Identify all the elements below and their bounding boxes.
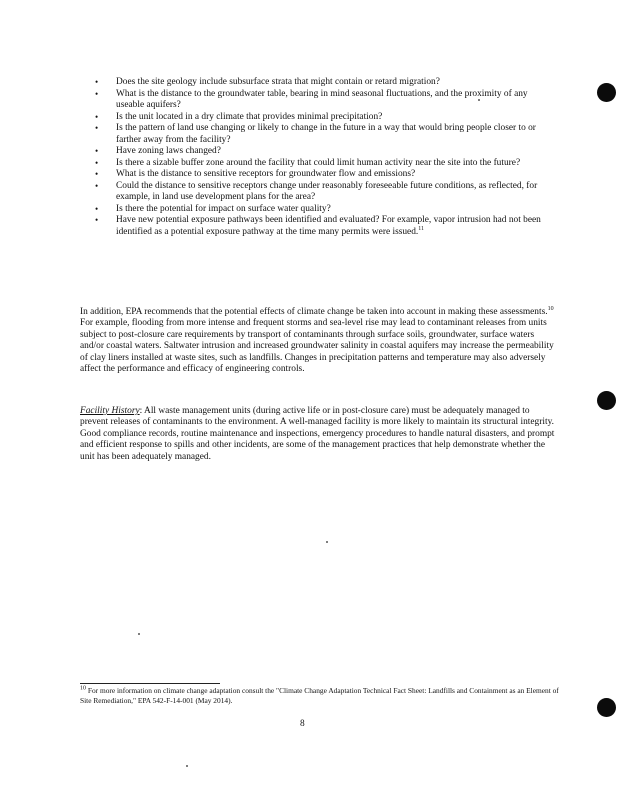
paragraph-text: In addition, EPA recommends that the potential effects of climate change be taken into account in making these assessments. xyxy=(80,307,548,317)
list-item-text: Have zoning laws changed? xyxy=(116,146,221,156)
bullet-marker: • xyxy=(95,77,99,87)
list-item-text: Have new potential exposure pathways been identified and evaluated? For example, vapor intrusion had not been identified as a potential exposure pathway at the time many permits were issued. xyxy=(116,215,541,237)
punch-hole-mark xyxy=(597,391,616,410)
bullet-marker: • xyxy=(95,157,99,168)
list-item xyxy=(95,89,555,112)
paragraph-text: For example, flooding from more intense and frequent storms and sea-level rise may lead to contaminant releases from units subject to post-closure care requirements by transport of contaminants through surface soils, groundwater, surface waters and/or coastal waters. Saltwater intrusion and increased groundwater salinity in coastal aquifers may increase the permeability of clay liners installed at waste sites, such as landfills. Changes in precipitation patterns and temperature may also adversely affect the performance and efficacy of engineering controls. xyxy=(80,318,554,375)
bullet-marker: • xyxy=(95,111,99,122)
scan-speck xyxy=(186,765,188,767)
scan-speck xyxy=(138,633,140,635)
paragraph-text: : All waste management units (during active life or in post-closure care) must be adequately managed to prevent releases of contaminants to the environment. A well-managed facility is more likely to maintain its structural integrity. Good compliance records, routine maintenance and inspections, emergency procedures to handle natural disasters, and prompt and efficient response to spills and other incidents, are some of the management practices that help demonstrate whether the unit has been adequately managed. xyxy=(80,406,555,462)
footnote-number: 10 xyxy=(80,685,86,692)
footnote-reference: 10 xyxy=(547,305,554,312)
facility-history-paragraph xyxy=(80,406,558,463)
list-item xyxy=(95,112,555,124)
list-item-text: Is there a sizable buffer zone around the facility that could limit human activity near the site into the future? xyxy=(116,157,521,168)
list-item xyxy=(95,215,555,238)
footnote xyxy=(80,686,560,707)
list-item xyxy=(95,77,555,89)
list-item xyxy=(95,181,555,204)
bullet-marker: • xyxy=(95,203,99,214)
scan-speck xyxy=(478,99,480,101)
facility-history-heading: Facility History xyxy=(80,406,140,416)
list-item-text: Is the unit located in a dry climate that provides minimal precipitation? xyxy=(116,111,383,122)
list-item xyxy=(95,158,555,170)
bullet-marker: • xyxy=(95,215,99,225)
list-item-text: Is there the potential for impact on surface water quality? xyxy=(116,203,331,214)
assessment-question-list xyxy=(95,77,555,238)
bullet-marker: • xyxy=(95,88,99,99)
footnote-divider xyxy=(80,683,220,684)
bullet-marker: • xyxy=(95,169,99,179)
list-item xyxy=(95,204,555,216)
footnote-text: For more information on climate change adaptation consult the "Climate Change Adaptation Technical Fact Sheet: Landfills and Containment as an Element of Site Remediation," EPA 542-F-14-001 (May 2014). xyxy=(80,686,559,706)
bullet-marker: • xyxy=(95,146,99,156)
list-item-text: Does the site geology include subsurface strata that might contain or retard migration? xyxy=(116,77,440,87)
list-item xyxy=(95,146,555,158)
bullet-marker: • xyxy=(95,180,99,191)
footnote-reference: 11 xyxy=(418,225,425,232)
list-item-text: Could the distance to sensitive receptors change under reasonably foreseeable future conditions, as reflected, for example, in land use development plans for the area? xyxy=(116,180,538,202)
page-number: 8 xyxy=(300,719,305,729)
punch-hole-mark xyxy=(597,83,616,102)
punch-hole-mark xyxy=(597,698,616,717)
list-item xyxy=(95,169,555,181)
list-item xyxy=(95,123,555,146)
list-item-text: Is the pattern of land use changing or likely to change in the future in a way that would bring people closer to or farther away from the facility? xyxy=(116,123,536,145)
bullet-marker: • xyxy=(95,123,99,133)
climate-change-paragraph xyxy=(80,307,558,375)
scan-speck xyxy=(326,541,328,543)
list-item-text: What is the distance to sensitive receptors for groundwater flow and emissions? xyxy=(116,169,416,179)
list-item-text: What is the distance to the groundwater table, bearing in mind seasonal fluctuations, and the proximity of any useable aquifers? xyxy=(116,88,528,110)
